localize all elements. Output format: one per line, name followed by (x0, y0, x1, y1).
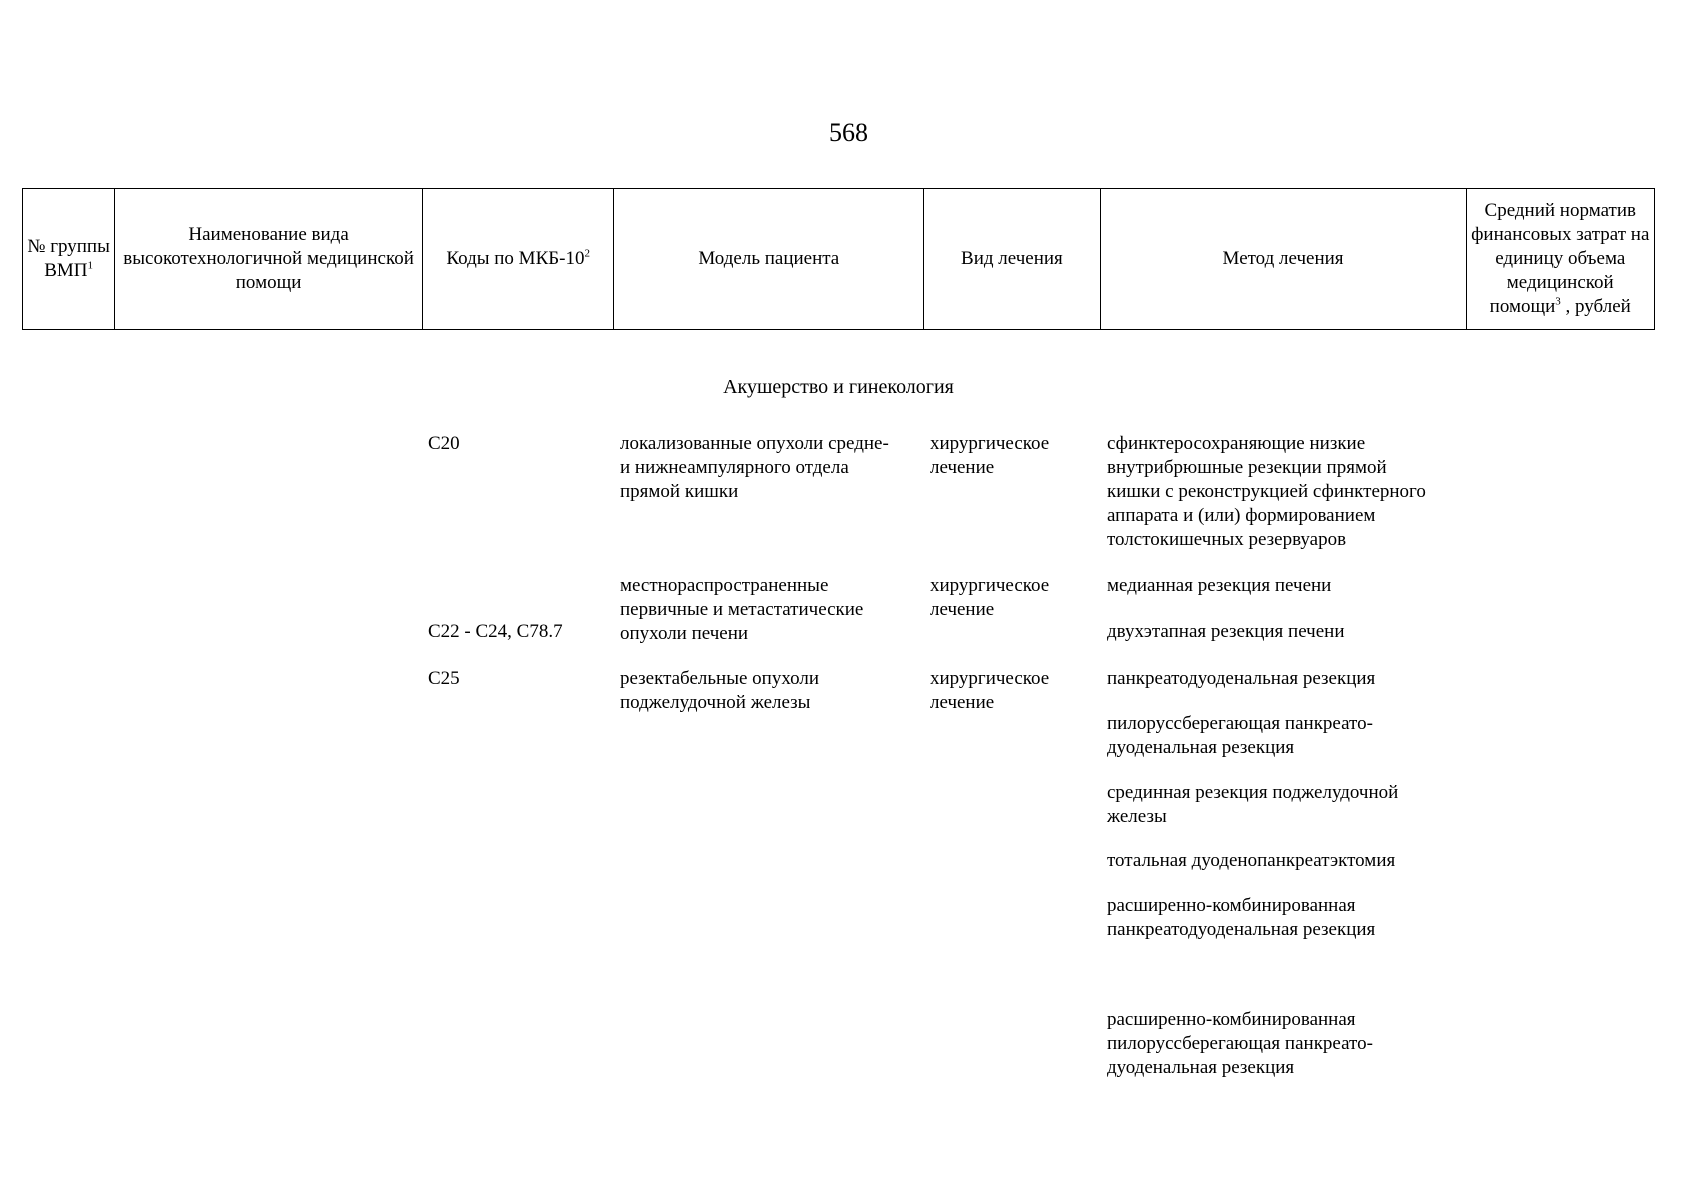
row3-method-line: пилоруссберегающая панкреато- (1107, 1033, 1373, 1054)
row3-method-line: расширенно-комбинированная (1107, 1009, 1356, 1030)
row1-method-line: аппарата и (или) формированием (1107, 505, 1376, 526)
section-title: Акушерство и гинекология (723, 376, 954, 398)
page-number: 568 (829, 118, 868, 147)
row3-method-6 (1107, 1008, 1373, 1080)
header-cost-standard (1466, 189, 1655, 330)
row3-method-line: панкреатодуоденальная резекция (1107, 919, 1376, 940)
row2-treatment-line: лечение (930, 599, 995, 620)
header-treatment-method-text: Метод лечения (1222, 248, 1344, 269)
row3-method-5 (1107, 894, 1375, 942)
header-care-type-name-text: Наименование вида высокотехнологичной медицинской помощи (123, 224, 414, 293)
row1-method (1107, 432, 1426, 552)
row1-model-line: прямой кишки (620, 481, 739, 502)
row1-method-line: внутрибрюшные резекции прямой (1107, 457, 1387, 478)
header-icd-codes (422, 189, 613, 330)
row1-treatment-line: лечение (930, 457, 995, 478)
row3-method-line: железы (1107, 806, 1167, 827)
header-patient-model-text: Модель пациента (698, 248, 840, 269)
row1-model-line: локализованные опухоли средне- (620, 433, 889, 454)
row2-model-line: местнораспространенные (620, 575, 829, 596)
row3-method-line: пилоруссберегающая панкреато- (1107, 713, 1373, 734)
header-cost-standard-unit: , рублей (1560, 296, 1631, 317)
row1-model (620, 432, 889, 504)
row3-method-3 (1107, 781, 1398, 829)
footnote-2: 2 (584, 247, 590, 260)
header-patient-model (614, 189, 924, 330)
row1-treatment-line: хирургическое (930, 433, 1050, 454)
row2-treatment (930, 574, 1049, 622)
row1-method-line: толстокишечных резервуаров (1107, 529, 1347, 550)
row2-code: C22 - C24, C78.7 (428, 621, 563, 642)
row3-model (620, 667, 819, 715)
header-group-number (23, 189, 115, 330)
row3-method-line: расширенно-комбинированная (1107, 895, 1356, 916)
row3-treatment (930, 667, 1049, 715)
row3-method-line: дуоденальная резекция (1107, 737, 1295, 758)
row2-method-1: медианная резекция печени (1107, 575, 1332, 596)
footnote-1: 1 (87, 259, 93, 272)
row2-model-line: первичные и метастатические (620, 599, 864, 620)
row3-method-line: срединная резекция поджелудочной (1107, 782, 1399, 803)
header-treatment-type-text: Вид лечения (961, 248, 1063, 269)
row2-model (620, 574, 863, 646)
row1-method-line: кишки с реконструкцией сфинктерного (1107, 481, 1426, 502)
row3-treatment-line: хирургическое (930, 668, 1050, 689)
header-treatment-type (924, 189, 1100, 330)
row1-model-line: и нижнеампулярного отдела (620, 457, 849, 478)
row3-method-1: панкреатодуоденальная резекция (1107, 668, 1376, 689)
header-icd-codes-text: Коды по МКБ-10 (446, 248, 585, 269)
row3-model-line: резектабельные опухоли (620, 668, 820, 689)
row1-code: C20 (428, 433, 460, 454)
row3-method-4: тотальная дуоденопанкреатэктомия (1107, 850, 1396, 871)
row3-code: C25 (428, 668, 460, 689)
row2-model-line: опухоли печени (620, 623, 749, 644)
header-treatment-method (1100, 189, 1466, 330)
row3-treatment-line: лечение (930, 692, 995, 713)
row3-model-line: поджелудочной железы (620, 692, 811, 713)
row3-method-line: дуоденальная резекция (1107, 1057, 1295, 1078)
header-group-number-text: № группы ВМП (27, 236, 110, 281)
row1-treatment (930, 432, 1049, 480)
row2-treatment-line: хирургическое (930, 575, 1050, 596)
table-header (22, 188, 1655, 330)
header-care-type-name (115, 189, 423, 330)
row2-method-2: двухэтапная резекция печени (1107, 621, 1345, 642)
row1-method-line: сфинктеросохраняющие низкие (1107, 433, 1366, 454)
header-cost-standard-text: Средний норматив финансовых затрат на единицу объема медицинской помощи (1471, 200, 1650, 317)
row3-method-2 (1107, 712, 1373, 760)
footnote-3: 3 (1555, 295, 1561, 308)
